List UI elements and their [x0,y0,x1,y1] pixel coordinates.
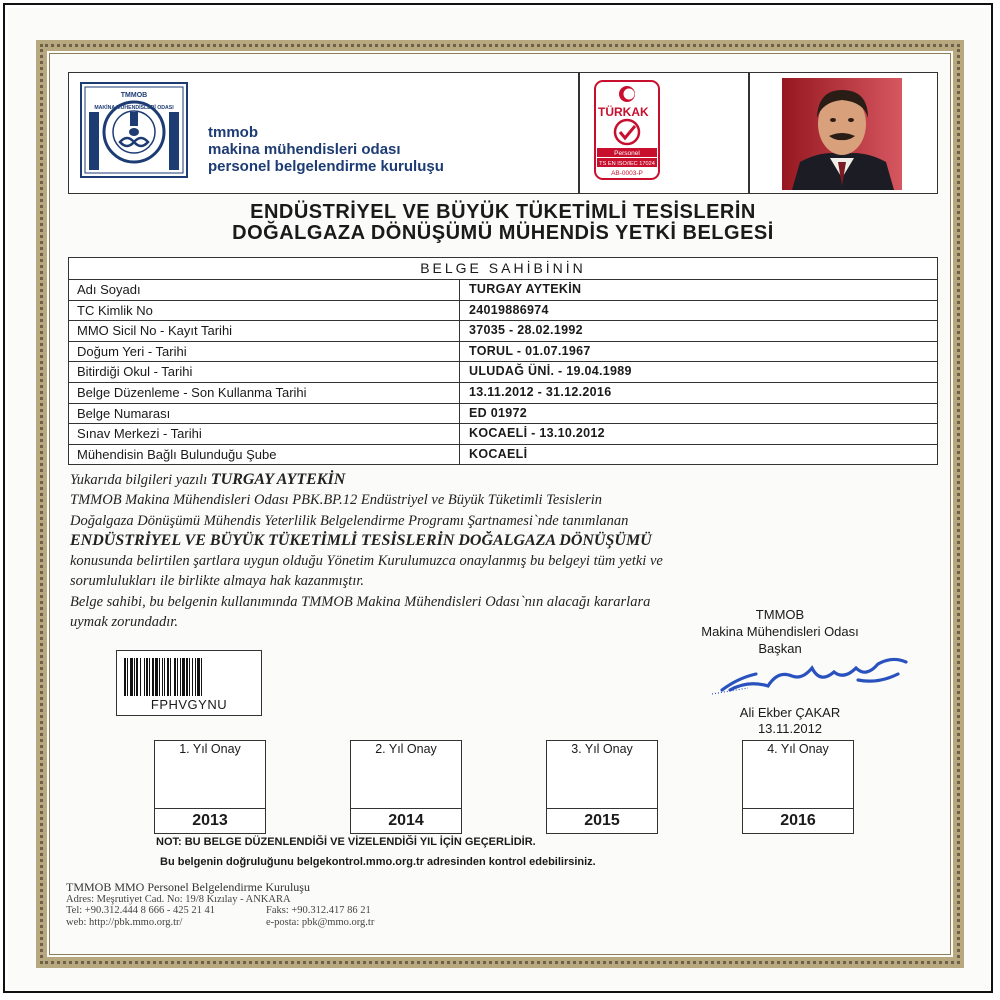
barcode-bar [134,658,135,696]
row-label: Adı Soyadı [69,280,460,300]
org-line-2: makina mühendisleri odası [208,141,401,158]
statement-line [70,470,930,490]
holder-info-table [68,257,938,465]
turkak-accreditation-mark [594,80,660,180]
approval-label: 3. Yıl Onay [571,742,633,756]
barcode-bar [155,658,158,696]
row-value: KOCAELİ [469,446,528,461]
footer-email: e-posta: pbk@mmo.org.tr [266,916,375,928]
barcode-bar [192,658,193,696]
statement-prefix: Yukarıda bilgileri yazılı [70,472,211,488]
statement-line: konusunda belirtilen şartlara uygun olduğu Yönetim Kurulumuzca onaylanmış bu belgeyi tüm yetki ve [70,553,663,570]
table-row [69,424,937,445]
barcode-bar [164,658,165,696]
signer-name: Ali Ekber ÇAKAR [739,705,841,720]
barcode-bar [144,658,145,696]
row-label: Belge Numarası [69,404,460,424]
validity-note: NOT: BU BELGE DÜZENLENDİĞİ VE VİZELENDİĞİ YIL İÇİN GEÇERLİDİR. [156,836,536,848]
footer-contact [66,882,374,928]
approval-year: 2015 [546,808,658,834]
statement-line: uymak zorundadır. [70,614,178,631]
row-label: Doğum Yeri - Tarihi [69,342,460,362]
approval-label: 1. Yıl Onay [179,742,241,756]
table-row [69,362,937,383]
certificate-title-line-1: ENDÜSTRİYEL VE BÜYÜK TÜKETİMLİ TESİSLERİN [250,201,756,223]
barcode-bar [170,658,171,696]
table-row [69,445,937,465]
header-divider [578,72,580,194]
footer-phone-row [66,905,374,917]
barcode-bar [152,658,154,696]
org-line-1: tmmob [208,124,258,141]
approval-year: 2016 [742,808,854,834]
logo-top-text: TMMOB [120,92,148,99]
barcode-bar [201,658,202,696]
barcode-bar [159,658,160,696]
turkak-sub2: TS EN ISO/IEC 17024 [599,161,655,167]
org-name-block [208,124,444,175]
row-value: ED 01972 [469,405,527,420]
barcode-bar [162,658,163,696]
statement-holder-name: TURGAY AYTEKİN [210,471,346,488]
statement-line-subject: ENDÜSTRİYEL VE BÜYÜK TÜKETİMLİ TESİSLERİN DOĞALGAZA DÖNÜŞÜMÜ [70,531,652,549]
statement-line: Belge sahibi, bu belgenin kullanımında TMMOB Makina Mühendisleri Odası`nın alacağı kararlara [70,593,651,610]
logo-ring-text: MAKİNA MÜHENDİSLERİ ODASI [94,105,174,111]
row-value: ULUDAĞ ÜNİ. - 19.04.1989 [469,364,632,379]
barcode-bar [127,658,128,696]
statement-line: TMMOB Makina Mühendisleri Odası PBK.BP.12 Endüstriyel ve Büyük Tüketimli Tesislerin [70,492,603,509]
footer-tel: Tel: +90.312.444 8 666 - 425 21 41 [66,905,215,916]
table-row [69,383,937,404]
mmo-logo-emblem [80,82,188,178]
row-label: TC Kimlik No [69,301,460,321]
handwritten-signature [708,650,918,700]
barcode-bar [124,658,126,696]
barcode-bar [130,658,133,696]
approval-year: 2013 [154,808,266,834]
approval-label: 2. Yıl Onay [375,742,437,756]
barcode-bar [189,658,190,696]
table-row [69,321,937,342]
row-value: 13.11.2012 - 31.12.2016 [469,384,612,399]
barcode-bar [180,658,181,696]
row-value: KOCAELİ - 13.10.2012 [469,426,605,441]
holder-info-heading: BELGE SAHİBİNİN [69,258,937,280]
barcode-bar [197,658,200,696]
turkak-brand: TÜRKAK [598,105,649,119]
table-row [69,404,937,425]
certificate-title-line-2: DOĞALGAZA DÖNÜŞÜMÜ MÜHENDİS YETKİ BELGESİ [232,222,774,244]
signer-role: Başkan [758,641,802,656]
barcode-bar [186,658,188,696]
barcode [122,656,256,698]
row-label: Belge Düzenleme - Son Kullanma Tarihi [69,383,460,403]
signer-name-block [680,705,900,737]
barcode-bar [136,658,138,696]
row-value: 37035 - 28.02.1992 [469,323,583,338]
footer-web: web: http://pbk.mmo.org.tr/ [66,916,183,928]
row-value: TORUL - 01.07.1967 [469,343,591,358]
footer-address: Adres: Meşrutiyet Cad. No: 19/8 Kızılay - ANKARA [66,893,291,905]
verification-note: Bu belgenin doğruluğunu belgekontrol.mmo.org.tr adresinden kontrol edebilirsiniz. [160,856,596,868]
turkak-code: AB-0003-P [611,170,643,177]
row-value: TURGAY AYTEKİN [469,282,582,296]
approval-label: 4. Yıl Onay [767,742,829,756]
row-value: 24019886974 [469,302,549,317]
footer-fax: Faks: +90.312.417 86 21 [266,905,371,916]
table-row [69,301,937,322]
header-divider [748,72,750,194]
barcode-bar [146,658,148,696]
footer-org: TMMOB MMO Personel Belgelendirme Kuruluşu [66,880,310,894]
row-label: Mühendisin Bağlı Bulunduğu Şube [69,445,460,465]
footer-web-row [66,917,374,929]
barcode-bar [195,658,196,696]
row-label: Bitirdiği Okul - Tarihi [69,362,460,382]
statement-line: Doğalgaza Dönüşümü Mühendis Yeterlilik Belgelendirme Programı Şartnamesi`nde tanımlanan [70,512,629,529]
approval-year: 2014 [350,808,462,834]
org-line-3: personel belgelendirme kuruluşu [208,158,444,175]
signer-date: 13.11.2012 [757,721,823,736]
signer-org-1: TMMOB [755,607,805,622]
statement-line: sorumlulukları ile birlikte almaya hak kazanmıştır. [70,573,365,590]
barcode-bar [140,658,141,696]
barcode-bar [177,658,178,696]
row-label: Sınav Merkezi - Tarihi [69,424,460,444]
barcode-bar [174,658,176,696]
table-row [69,280,937,301]
barcode-bar [167,658,169,696]
row-label: MMO Sicil No - Kayıt Tarihi [69,321,460,341]
turkak-sub1: Personel [614,150,640,157]
holder-photo [782,78,902,190]
table-row [69,342,937,363]
barcode-code: FPHVGYNU [150,697,228,712]
barcode-bar [182,658,185,696]
barcode-bar [149,658,150,696]
signer-org-2: Makina Mühendisleri Odası [701,624,859,639]
